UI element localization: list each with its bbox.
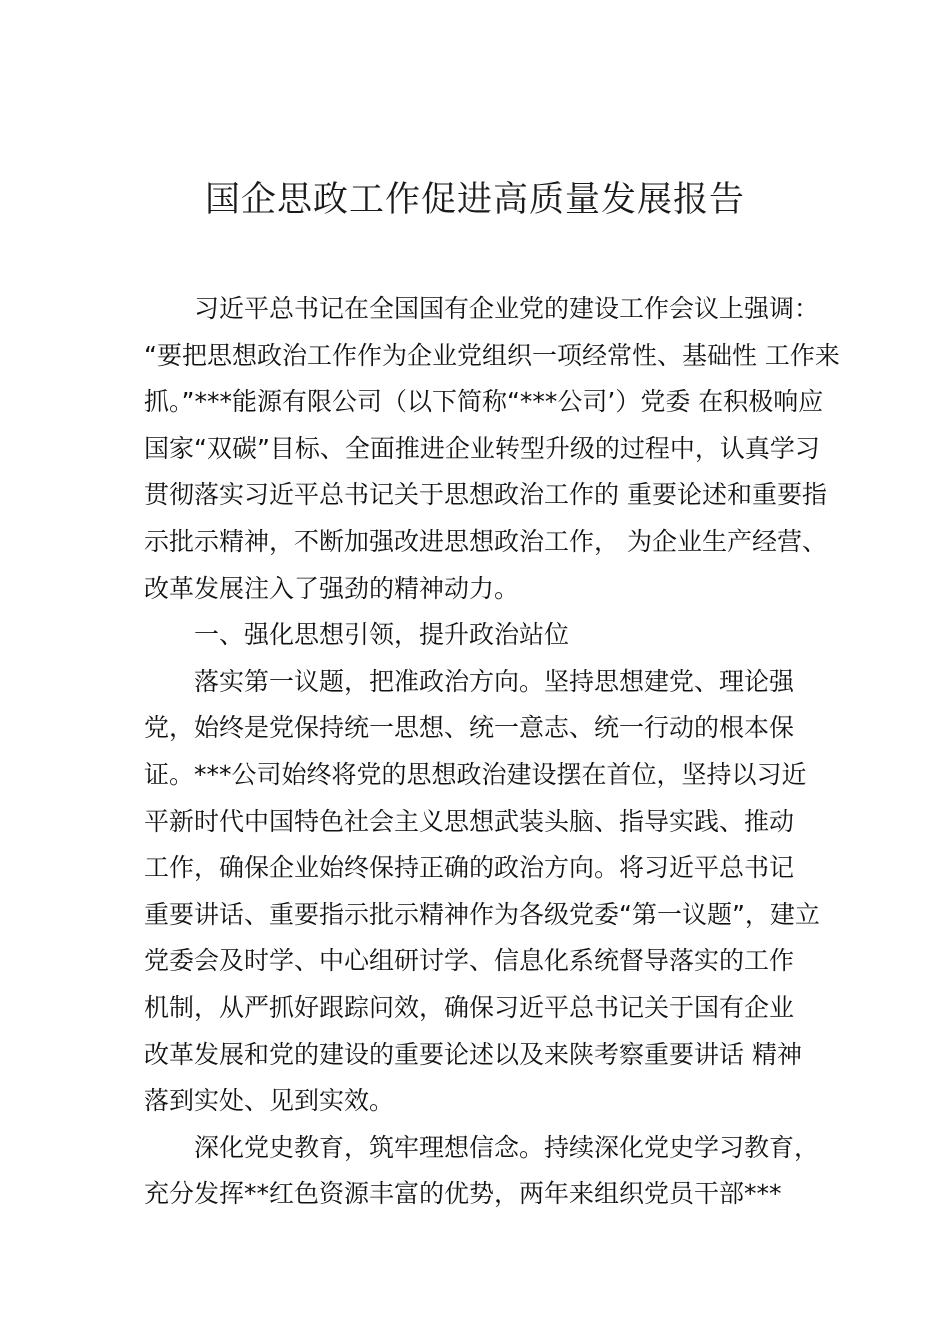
text-line: 工作，确保企业始终保持正确的政治方向。将习近平总书记 (144, 853, 795, 883)
text-line: 改革发展注入了强劲的精神动力。 (144, 573, 520, 603)
text-line: 习近平总书记在全国国有企业党的建设工作会议上强调： (194, 294, 820, 323)
text-line: 党委会及时学、中心组研讨学、信息化系统督导落实的工作 (144, 946, 795, 976)
text-line: 证。***公司始终将党的思想政治建设摆在首位，坚持以习近 (144, 759, 807, 789)
text-line: 抓。”***能源有限公司（以下简称“***公司’）党委 在积极响应 (144, 387, 824, 417)
text-line: 充分发挥**红色资源丰富的优势，两年来组织党员干部*** (144, 1179, 782, 1209)
document-body (144, 286, 864, 1218)
paragraph-section-1-2 (144, 1125, 864, 1218)
paragraph-section-1-1 (144, 659, 864, 1125)
text-line: 国家“双碳”目标、全面推进企业转型升级的过程中，认真学习 (144, 433, 820, 463)
paragraph-intro (144, 286, 864, 612)
text-line: “要把思想政治工作作为企业党组织一项经常性、基础性 工作来 (144, 340, 840, 370)
text-line: 落实第一议题，把准政治方向。坚持思想建党、理论强 (194, 666, 795, 696)
text-line: 深化党史教育，筑牢理想信念。持续深化党史学习教育， (194, 1132, 820, 1162)
document-title: 国企思政工作促进高质量发展报告 (204, 180, 745, 220)
text-line: 平新时代中国特色社会主义思想武装头脑、指导实践、推动 (144, 806, 795, 836)
text-line: 落到实处、见到实效。 (144, 1086, 395, 1116)
section-heading-text: 一、强化思想引领，提升政治站位 (194, 620, 570, 650)
text-line: 机制，从严抓好跟踪问效，确保习近平总书记关于国有企业 (144, 992, 795, 1022)
text-line: 贯彻落实习近平总书记关于思想政治工作的 重要论述和重要指 (144, 480, 827, 510)
text-line: 示批示精神，不断加强改进思想政治工作， 为企业生产经营、 (144, 526, 827, 556)
section-heading (144, 612, 864, 659)
text-line: 党，始终是党保持统一思想、统一意志、统一行动的根本保 (144, 713, 795, 743)
text-line: 改革发展和党的建设的重要论述以及来陕考察重要讲话 精神 (144, 1039, 802, 1069)
text-line: 重要讲话、重要指示批示精神作为各级党委“第一议题”，建立 (144, 899, 820, 929)
